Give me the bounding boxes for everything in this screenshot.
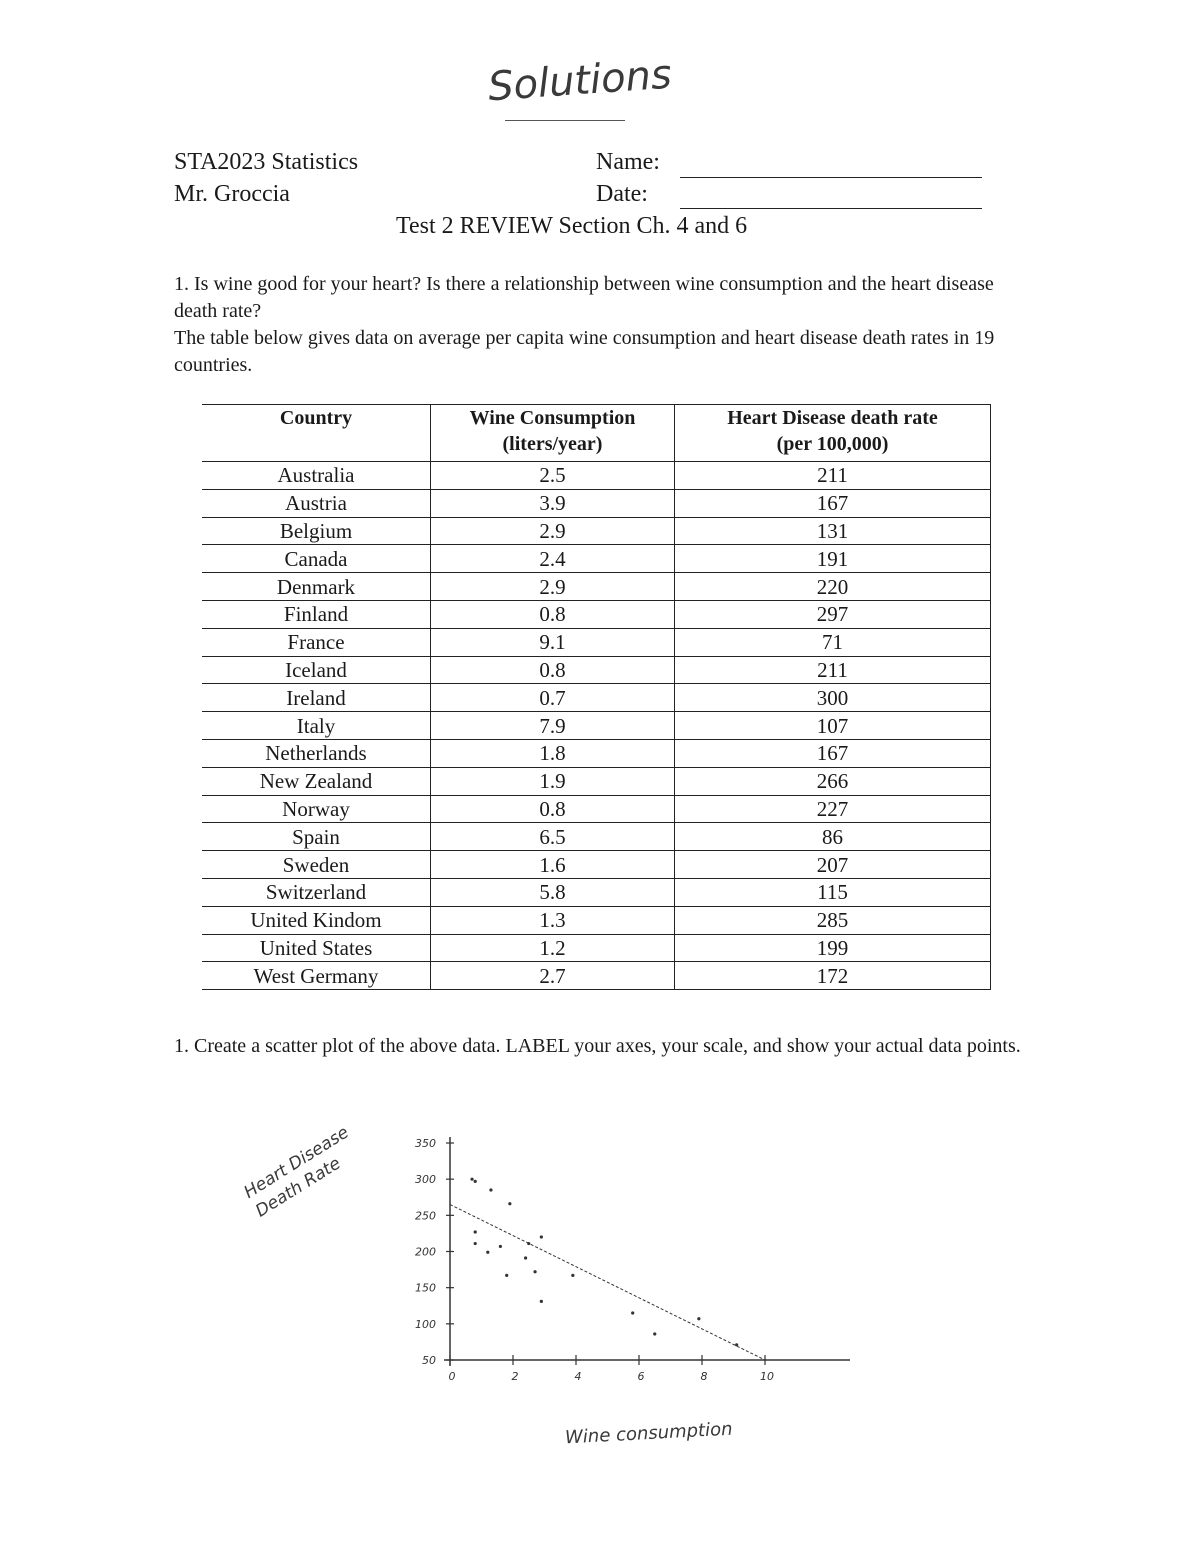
data-point [533,1270,536,1273]
cell-wine: 1.3 [431,906,675,934]
data-point [540,1300,543,1303]
x-axis-label: Wine consumption [564,1418,733,1449]
cell-wine: 3.9 [431,489,675,517]
cell-wine: 2.9 [431,517,675,545]
cell-heart: 297 [675,600,991,628]
cell-wine: 0.8 [431,795,675,823]
cell-country: United Kindom [202,906,431,934]
cell-heart: 207 [675,851,991,879]
cell-wine: 2.5 [431,462,675,490]
data-point [470,1178,473,1181]
plot-trend [450,1204,765,1360]
table-row [202,851,991,879]
cell-wine: 2.4 [431,545,675,573]
cell-country: Denmark [202,573,431,601]
data-point [499,1245,502,1248]
cell-wine: 1.8 [431,739,675,767]
y-axis-label: Heart Disease Death Rate [240,1122,353,1222]
data-table [202,404,991,990]
table-row [202,878,991,906]
y-tick-label: 300 [415,1173,436,1187]
y-tick-label: 50 [422,1354,436,1367]
y-tick-label: 200 [415,1245,436,1259]
table-row [202,712,991,740]
cell-country: Spain [202,823,431,851]
cell-country: Italy [202,712,431,740]
table-row [202,573,991,601]
name-label: Name: [596,149,660,175]
table-row [202,934,991,962]
cell-country: Norway [202,795,431,823]
x-tick-label: 6 [637,1370,645,1383]
cell-country: France [202,628,431,656]
table-row [202,462,991,490]
table-row [202,489,991,517]
table-row [202,600,991,628]
header-heart: Heart Disease death rate (per 100,000) [675,405,991,462]
cell-country: Austria [202,489,431,517]
date-label: Date: [596,181,648,207]
plot-axes [444,1137,850,1366]
cell-heart: 211 [675,462,991,490]
cell-heart: 115 [675,878,991,906]
y-tick-label: 150 [415,1281,436,1295]
cell-wine: 6.5 [431,823,675,851]
title-underline [505,120,625,121]
data-point [524,1256,527,1259]
cell-country: United States [202,934,431,962]
table-header-row [202,405,991,462]
plot-ticks [415,1137,774,1383]
trend-line [450,1204,765,1360]
header-country: Country [202,405,431,462]
cell-heart: 285 [675,906,991,934]
cell-country: Ireland [202,684,431,712]
x-tick-label: 4 [574,1370,582,1383]
question-intro: 1. Is wine good for your heart? Is there a relationship between wine consumption and the heart disease death rate? [174,273,994,322]
table-row [202,545,991,573]
cell-wine: 7.9 [431,712,675,740]
cell-country: Belgium [202,517,431,545]
cell-country: Canada [202,545,431,573]
cell-country: Iceland [202,656,431,684]
cell-wine: 1.9 [431,767,675,795]
data-point [697,1317,700,1320]
cell-wine: 2.7 [431,962,675,990]
cell-heart: 199 [675,934,991,962]
cell-heart: 167 [675,739,991,767]
cell-wine: 1.2 [431,934,675,962]
data-point [474,1242,477,1245]
cell-country: West Germany [202,962,431,990]
cell-wine: 2.9 [431,573,675,601]
test-title: Test 2 REVIEW Section Ch. 4 and 6 [396,213,748,239]
y-tick-label: 250 [415,1209,436,1223]
table-description: The table below gives data on average per capita wine consumption and heart disease death rates in 19 countries. [174,327,995,376]
x-tick-label: 8 [700,1370,708,1383]
cell-heart: 191 [675,545,991,573]
cell-heart: 131 [675,517,991,545]
table-row [202,906,991,934]
x-tick-label: 10 [760,1370,774,1383]
date-field[interactable] [680,182,982,209]
cell-heart: 300 [675,684,991,712]
table-row [202,767,991,795]
cell-heart: 220 [675,573,991,601]
data-point [508,1202,511,1205]
table-row [202,628,991,656]
table-row [202,517,991,545]
cell-country: New Zealand [202,767,431,795]
cell-wine: 0.8 [431,600,675,628]
cell-heart: 172 [675,962,991,990]
instructor-name: Mr. Groccia [174,181,290,207]
x-tick-label: 2 [511,1370,519,1383]
data-point [631,1311,634,1314]
cell-heart: 86 [675,823,991,851]
data-point [486,1251,489,1254]
data-point [540,1235,543,1238]
cell-heart: 211 [675,656,991,684]
cell-heart: 71 [675,628,991,656]
cell-country: Finland [202,600,431,628]
table-row [202,795,991,823]
y-tick-label: 100 [415,1317,436,1331]
cell-country: Switzerland [202,878,431,906]
handwritten-title: Solutions [486,51,674,111]
cell-country: Sweden [202,851,431,879]
data-point [489,1188,492,1191]
data-point [653,1332,656,1335]
data-point [735,1343,738,1346]
cell-heart: 107 [675,712,991,740]
table-row [202,656,991,684]
x-tick-label: 0 [448,1370,456,1383]
name-field[interactable] [680,151,982,178]
cell-wine: 5.8 [431,878,675,906]
cell-heart: 167 [675,489,991,517]
data-point [505,1274,508,1277]
cell-wine: 1.6 [431,851,675,879]
table-row [202,684,991,712]
table-row [202,823,991,851]
header-wine: Wine Consumption (liters/year) [431,405,675,462]
table-row [202,739,991,767]
course-name: STA2023 Statistics [174,149,359,175]
cell-country: Netherlands [202,739,431,767]
cell-wine: 9.1 [431,628,675,656]
scatter-plot [370,1125,870,1415]
cell-heart: 227 [675,795,991,823]
data-point [474,1230,477,1233]
y-tick-label: 350 [415,1137,436,1150]
scatter-question: 1. Create a scatter plot of the above data. LABEL your axes, your scale, and show your actual data points. [174,1035,1021,1057]
cell-wine: 0.7 [431,684,675,712]
data-point [474,1180,477,1183]
cell-heart: 266 [675,767,991,795]
table-row [202,962,991,990]
data-point [571,1274,574,1277]
cell-country: Australia [202,462,431,490]
cell-wine: 0.8 [431,656,675,684]
plot-points [470,1178,738,1347]
